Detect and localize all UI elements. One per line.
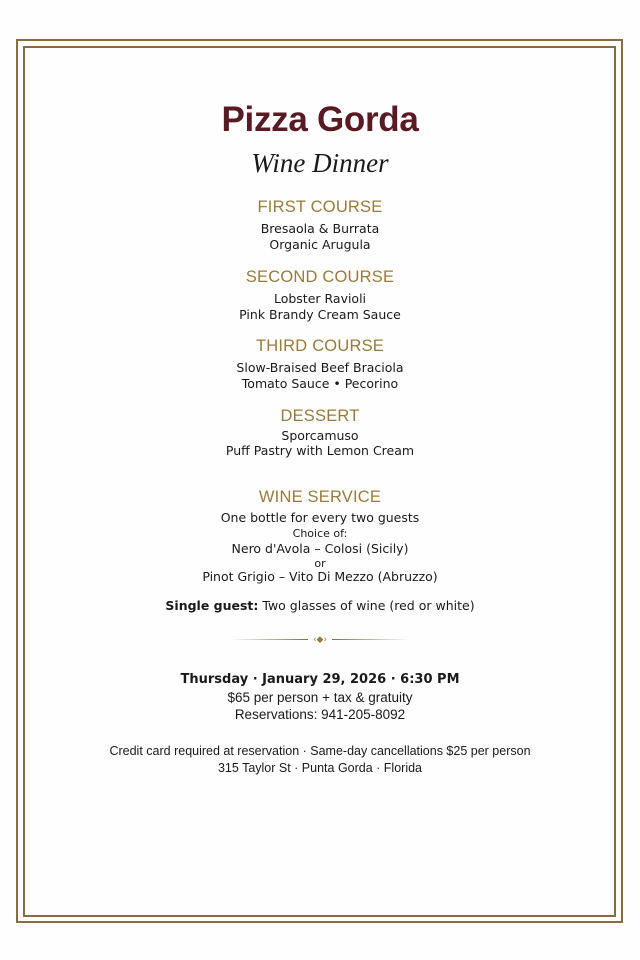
restaurant-title: Pizza Gorda: [221, 100, 419, 139]
diamond-ornament-icon: ‹◆›: [312, 635, 328, 645]
single-guest-text: Two glasses of wine (red or white): [258, 598, 475, 613]
third-course-detail: Tomato Sauce • Pecorino: [241, 376, 399, 391]
divider-line-right: [332, 639, 410, 640]
first-course-dish: Bresaola & Burrata: [260, 221, 380, 236]
wine-option-red: Nero d'Avola – Colosi (Sicily): [231, 541, 409, 556]
third-course-dish: Slow-Braised Beef Braciola: [236, 360, 404, 375]
event-subtitle: Wine Dinner: [251, 148, 389, 178]
wine-option-white: Pinot Grigio – Vito Di Mezzo (Abruzzo): [202, 569, 438, 584]
first-course-heading: FIRST COURSE: [257, 198, 383, 216]
second-course-detail: Pink Brandy Cream Sauce: [239, 307, 401, 322]
event-reservations-phone: Reservations: 941-205-8092: [234, 707, 406, 722]
dessert-heading: DESSERT: [280, 407, 360, 425]
single-guest-line: [0, 598, 640, 613]
event-date-time: Thursday · January 29, 2026 · 6:30 PM: [180, 672, 460, 687]
third-course-heading: THIRD COURSE: [256, 337, 384, 355]
event-price: $65 per person + tax & gratuity: [227, 690, 413, 705]
wine-bottle-line: One bottle for every two guests: [220, 510, 420, 525]
dessert-dish: Sporcamuso: [281, 428, 359, 443]
second-course-heading: SECOND COURSE: [245, 268, 395, 286]
restaurant-address: 315 Taylor St · Punta Gorda · Florida: [217, 761, 423, 775]
second-course-dish: Lobster Ravioli: [273, 291, 367, 306]
divider-line-left: [230, 639, 308, 640]
ornamental-divider: [230, 633, 410, 647]
reservation-policy: Credit card required at reservation · Same-day cancellations $25 per person: [109, 744, 531, 758]
wine-or-label: or: [314, 557, 326, 570]
single-guest-label: Single guest:: [165, 598, 259, 613]
dessert-detail: Puff Pastry with Lemon Cream: [225, 443, 415, 458]
first-course-detail: Organic Arugula: [269, 237, 371, 252]
wine-choice-label: Choice of:: [292, 527, 348, 540]
wine-service-heading: WINE SERVICE: [258, 488, 382, 506]
